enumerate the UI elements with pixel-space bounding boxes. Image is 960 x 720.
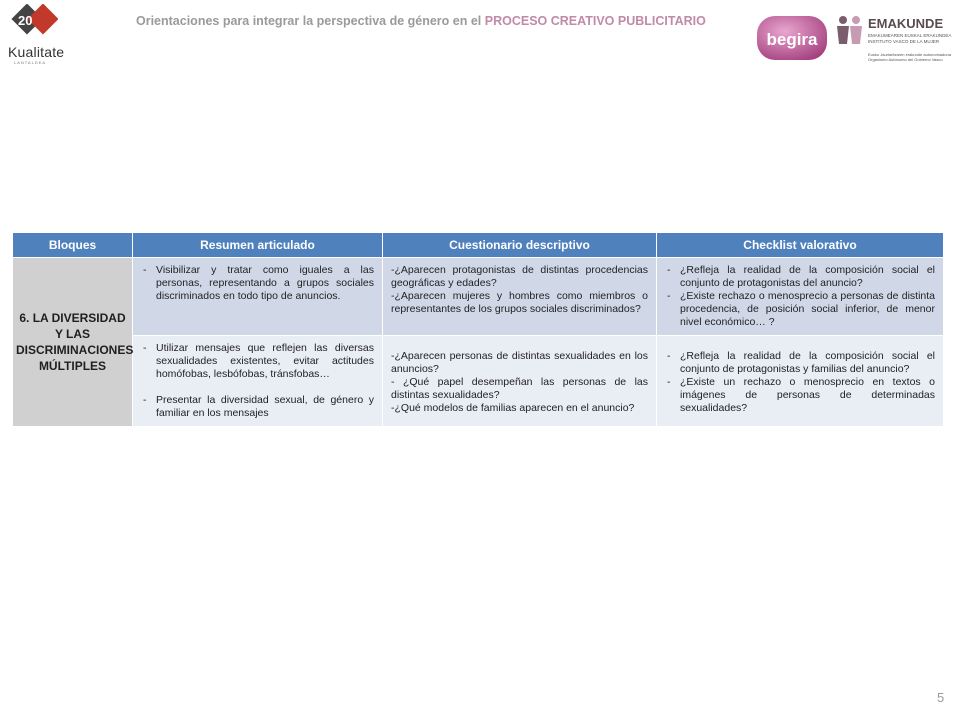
emakunde-line3: Eusko Jaurlaritzaren erakunde autonomiaduna (868, 52, 951, 57)
header-checklist: Checklist valorativo (657, 233, 944, 258)
header-title-prefix: Orientaciones para integrar la perspectiva de género en el (136, 14, 485, 28)
header-bloques: Bloques (13, 233, 133, 258)
begira-logo (755, 12, 829, 64)
begira-wordmark: begira (766, 30, 818, 49)
resumen-cell (133, 336, 383, 427)
kualitate-emblem-icon (8, 4, 58, 44)
guidelines-table (12, 232, 944, 427)
question-item: -¿Aparecen protagonistas de distintas procedencias geográficas y edades? (391, 264, 648, 289)
cuestionario-cell (383, 336, 657, 427)
header-title-emphasis: PROCESO CREATIVO PUBLICITARIO (484, 14, 706, 28)
resumen-cell (133, 258, 383, 336)
page-header (136, 14, 736, 28)
question-item: -¿Qué modelos de familias aparecen en el anuncio? (391, 402, 635, 414)
emakunde-logo (834, 14, 952, 66)
header-resumen: Resumen articulado (133, 233, 383, 258)
resumen-item: - Visibilizar y tratar como iguales a las personas, representando a grupos sociales discriminados en todo tipo de anuncios. (141, 264, 374, 303)
emakunde-line1: EMAKUMEAREN EUSKAL ERAKUNDEA (868, 33, 952, 38)
resumen-item: - Utilizar mensajes que reflejen las diversas sexualidades existentes, evitar actitudes homófobas, lesbófobas, tránsfobas… (141, 342, 374, 381)
checklist-item: - ¿Refleja la realidad de la composición social el conjunto de protagonistas y familias del anuncio? (665, 350, 935, 376)
emakunde-name: EMAKUNDE (868, 16, 944, 31)
question-item: - ¿Qué papel desempeñan las personas de las distintas sexualidades? (391, 376, 648, 401)
question-item: -¿Aparecen personas de distintas sexualidades en los anuncios? (391, 350, 648, 375)
table-row (13, 258, 944, 336)
page-number: 5 (937, 690, 945, 705)
emakunde-line2: INSTITUTO VASCO DE LA MUJER (868, 39, 940, 44)
header-cuestionario: Cuestionario descriptivo (383, 233, 657, 258)
kualitate-sub: LANTALDEA (14, 60, 47, 65)
checklist-item: - ¿Refleja la realidad de la composición social el conjunto de protagonistas del anuncio? (665, 264, 935, 290)
table-header-row (13, 233, 944, 258)
block-label: 6. LA DIVERSIDAD Y LAS DISCRIMINACIONES MÚLTIPLES (13, 258, 133, 427)
kualitate-badge: 20 (18, 13, 33, 28)
checklist-cell (657, 336, 944, 427)
checklist-cell (657, 258, 944, 336)
checklist-item: - ¿Existe rechazo o menosprecio a personas de distinta procedencia, de posición social inferior, de menor nivel económico… ? (665, 290, 935, 329)
kualitate-logo (8, 4, 72, 65)
question-item: -¿Aparecen mujeres y hombres como miembros o representantes de los grupos sociales discriminados? (391, 290, 648, 315)
kualitate-wordmark: Kualitate (8, 44, 65, 60)
resumen-item: - Presentar la diversidad sexual, de género y familiar en los mensajes (141, 394, 374, 420)
emakunde-figures-icon (834, 14, 866, 46)
emakunde-line4: Organismo Autónomo del Gobierno Vasco (868, 57, 943, 62)
cuestionario-cell (383, 258, 657, 336)
checklist-item: - ¿Existe un rechazo o menosprecio en textos o imágenes de personas de determinadas sexualidades? (665, 376, 935, 415)
table-row (13, 336, 944, 427)
